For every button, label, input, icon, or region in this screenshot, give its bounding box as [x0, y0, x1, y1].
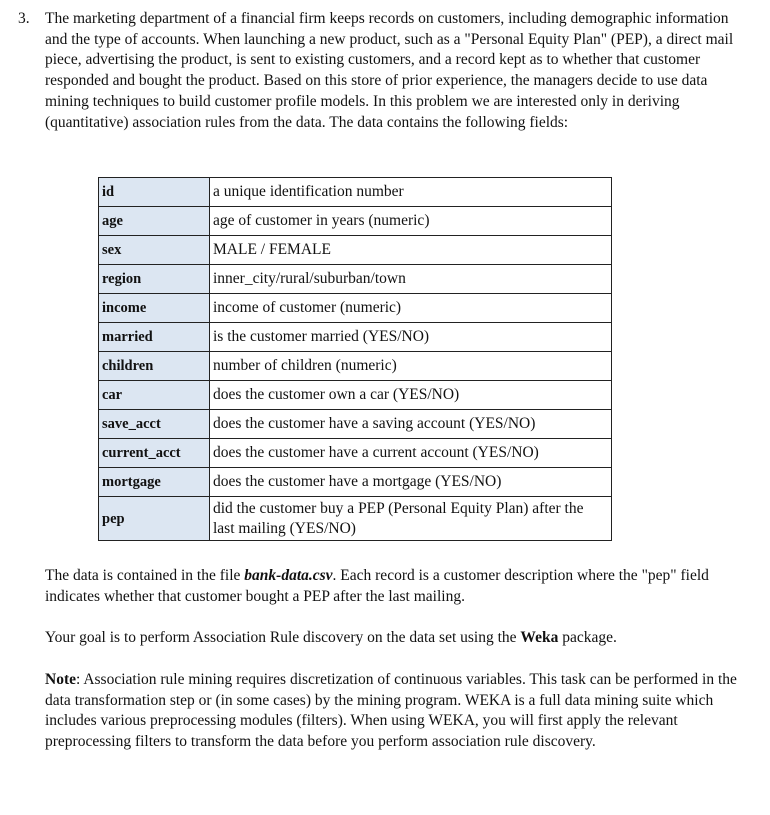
- field-description: is the customer married (YES/NO): [210, 323, 612, 352]
- data-text-after: . Each record is a customer description where the "pep" field indicates whether that customer bought a PEP after the last mailing.: [45, 567, 709, 605]
- field-name: income: [99, 294, 210, 323]
- field-description: a unique identification number: [210, 178, 612, 207]
- field-name: current_acct: [99, 439, 210, 468]
- field-name: age: [99, 207, 210, 236]
- table-row: [99, 207, 612, 236]
- table-row: [99, 468, 612, 497]
- table-row: [99, 410, 612, 439]
- table-row: [99, 439, 612, 468]
- table-row: [99, 178, 612, 207]
- data-filename: bank-data.csv: [244, 567, 333, 584]
- field-name: id: [99, 178, 210, 207]
- field-description: does the customer have a mortgage (YES/NO): [210, 468, 612, 497]
- table-row: [99, 352, 612, 381]
- field-name: children: [99, 352, 210, 381]
- field-description: does the customer have a current account (YES/NO): [210, 439, 612, 468]
- field-name: sex: [99, 236, 210, 265]
- table-row: [99, 294, 612, 323]
- goal-paragraph: [45, 628, 745, 649]
- goal-text-after: package.: [558, 629, 617, 646]
- field-description: MALE / FEMALE: [210, 236, 612, 265]
- question-number: 3.: [18, 10, 30, 27]
- field-name: car: [99, 381, 210, 410]
- table-row: [99, 381, 612, 410]
- note-label: Note: [45, 671, 76, 688]
- field-description: age of customer in years (numeric): [210, 207, 612, 236]
- field-description: inner_city/rural/suburban/town: [210, 265, 612, 294]
- field-name: region: [99, 265, 210, 294]
- table-row: [99, 236, 612, 265]
- field-description: number of children (numeric): [210, 352, 612, 381]
- field-name: save_acct: [99, 410, 210, 439]
- field-name: mortgage: [99, 468, 210, 497]
- note-text: : Association rule mining requires discretization of continuous variables. This task can be performed in the data transformation step or (in some cases) by the mining program. WEKA is a full data mining suite which includes various preprocessing modules (filters). When using WEKA, you will first apply the relevant preprocessing filters to transform the data before you perform association rule discovery.: [45, 671, 737, 751]
- goal-text-before: Your goal is to perform Association Rule discovery on the data set using the: [45, 629, 521, 646]
- table-row: [99, 323, 612, 352]
- field-name: pep: [99, 497, 210, 541]
- field-description: does the customer own a car (YES/NO): [210, 381, 612, 410]
- intro-paragraph: The marketing department of a financial firm keeps records on customers, including demographic information and the type of accounts. When launching a new product, such as a "Personal Equity Plan" (PEP), a direct mail piece, advertising the product, is sent to existing customers, and a record kept as to whether that customer responded and bought the product. Based on this store of prior experience, the managers decide to use data mining techniques to build customer profile models. In this problem we are interested only in deriving (quantitative) association rules from the data. The data contains the following fields:: [45, 10, 734, 131]
- package-name: Weka: [520, 629, 559, 646]
- field-description: income of customer (numeric): [210, 294, 612, 323]
- field-description: did the customer buy a PEP (Personal Equity Plan) after the last mailing (YES/NO): [210, 497, 612, 541]
- data-file-paragraph: [45, 566, 745, 607]
- table-row: [99, 497, 612, 541]
- field-description: does the customer have a saving account (YES/NO): [210, 410, 612, 439]
- fields-table: [98, 177, 612, 541]
- field-name: married: [99, 323, 210, 352]
- data-text-before: The data is contained in the file: [45, 567, 245, 584]
- table-row: [99, 265, 612, 294]
- note-paragraph: [45, 670, 745, 753]
